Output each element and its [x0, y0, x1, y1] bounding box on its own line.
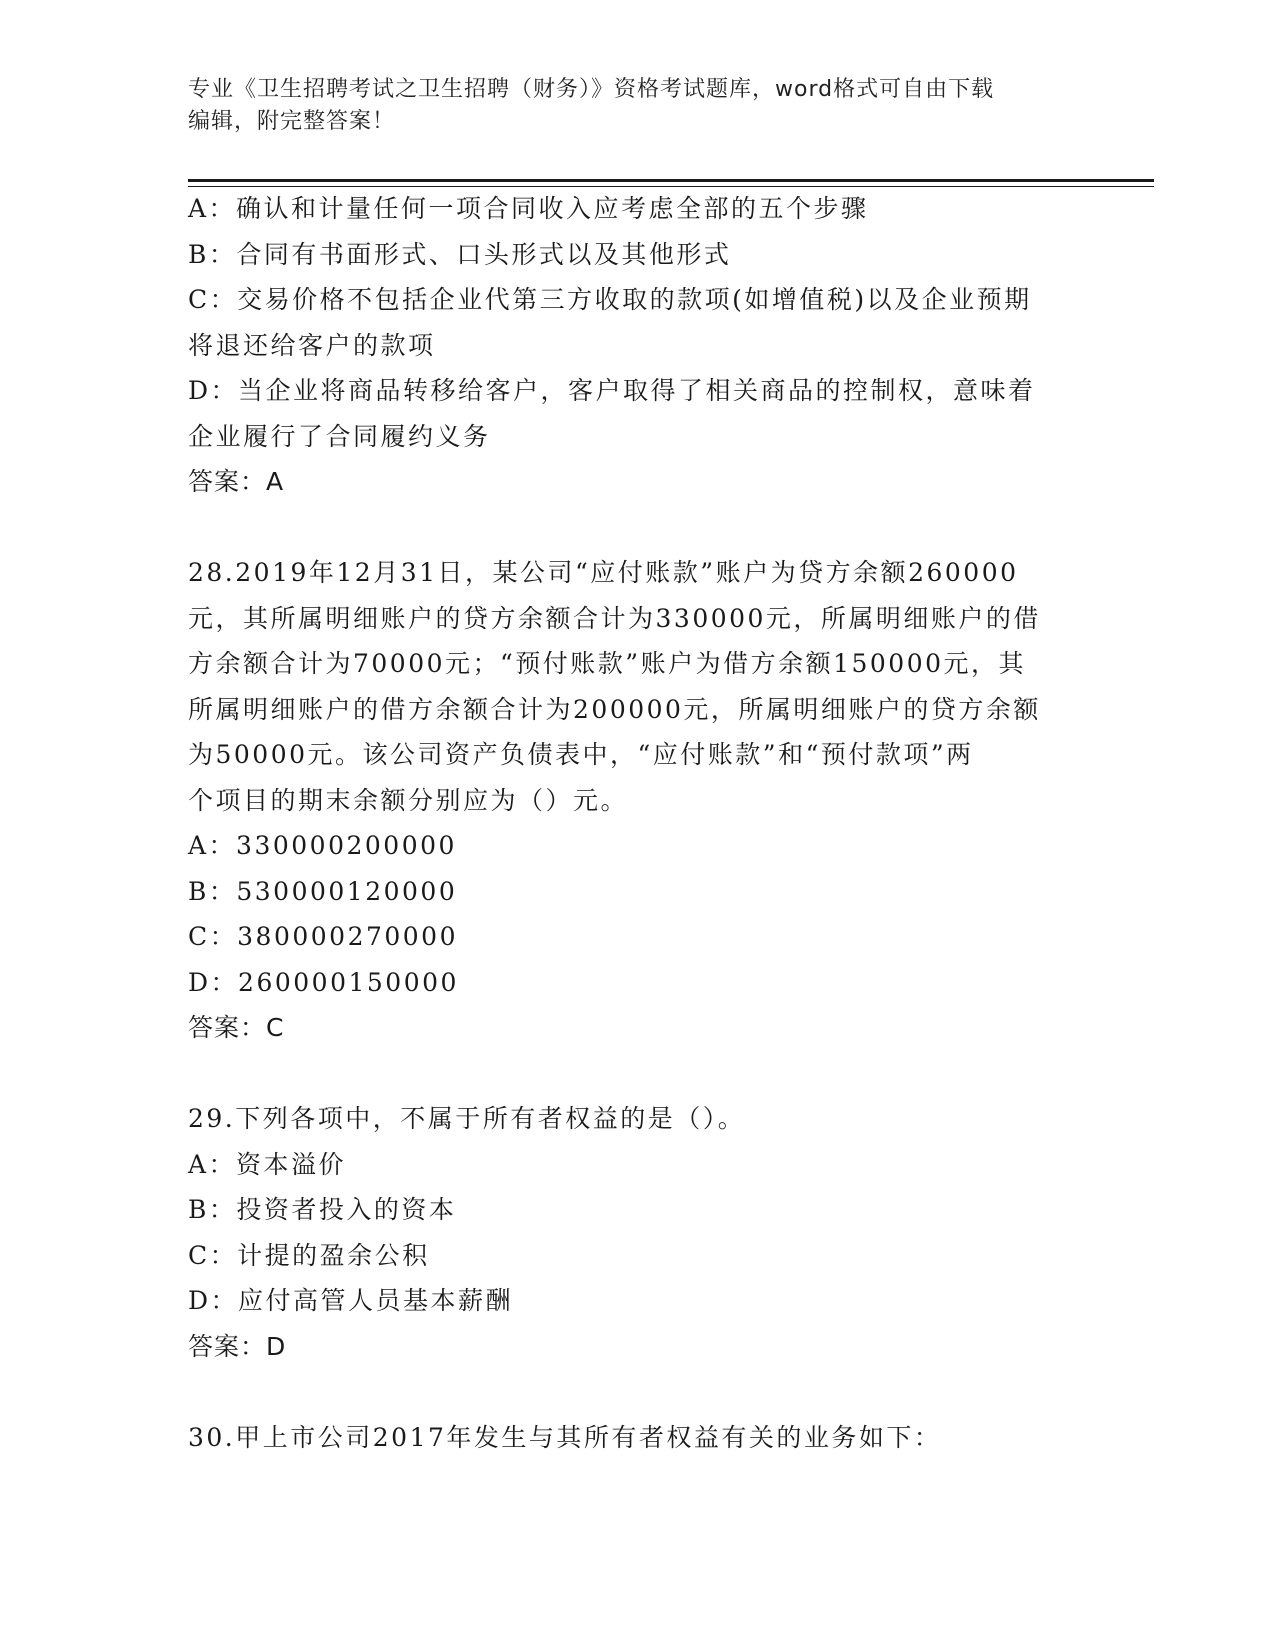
header-line-1: 专业《卫生招聘考试之卫生招聘（财务）》资格考试题库，word格式可自由下载: [188, 77, 995, 102]
q29-answer: 答案：D: [188, 1331, 287, 1361]
q28-stem-line-1: 28.2019年12月31日，某公司“应付账款”账户为贷方余额260000: [188, 558, 1019, 587]
question-body: [188, 186, 1078, 1460]
q28-stem-line-2: 元，其所属明细账户的贷方余额合计为330000元，所属明细账户的借: [188, 603, 1041, 633]
q29-option-c: C：计提的盈余公积: [188, 1240, 430, 1270]
q29-option-a: A：资本溢价: [188, 1149, 347, 1179]
q28-answer: 答案：C: [188, 1013, 285, 1042]
q30-stem: 30.甲上市公司2017年发生与其所有者权益有关的业务如下：: [188, 1422, 942, 1452]
header-note: [188, 74, 1068, 138]
question-30: [188, 1415, 1078, 1461]
q28-stem-line-6: 个项目的期末余额分别应为（）元。: [188, 785, 629, 815]
q27-option-d-line-2: 企业履行了合同履约义务: [188, 421, 491, 451]
q28-stem-line-5: 为50000元。该公司资产负债表中，“应付账款”和“预付款项”两: [188, 740, 974, 769]
q29-option-d: D：应付高管人员基本薪酬: [188, 1286, 514, 1315]
q28-stem-line-3: 方余额合计为70000元；“预付账款”账户为借方余额150000元，其: [188, 649, 1027, 678]
spacer: [188, 505, 1078, 551]
spacer: [188, 1369, 1078, 1415]
question-28: [188, 550, 1078, 1051]
q29-option-b: B：投资者投入的资本: [188, 1195, 457, 1224]
q29-stem: 29.下列各项中，不属于所有者权益的是（）。: [188, 1104, 746, 1133]
header-rule-thick: [188, 179, 1154, 182]
spacer: [188, 1051, 1078, 1097]
q28-option-a: A：330000200000: [188, 831, 457, 860]
q27-option-b: B：合同有书面形式、口头形式以及其他形式: [188, 239, 732, 269]
q28-stem-line-4: 所属明细账户的借方余额合计为200000元，所属明细账户的贷方余额: [188, 694, 1041, 724]
q27-option-d-line-1: D：当企业将商品转移给客户，客户取得了相关商品的控制权，意味着: [188, 376, 1036, 405]
q28-option-b: B：530000120000: [188, 876, 458, 906]
q27-option-c-line-2: 将退还给客户的款项: [188, 330, 436, 360]
q28-option-c: C：380000270000: [188, 922, 458, 951]
q27-option-c-line-1: C：交易价格不包括企业代第三方收取的款项(如增值税)以及企业预期: [188, 285, 1032, 314]
question-27: [188, 186, 1078, 505]
question-29: [188, 1096, 1078, 1369]
q27-answer: 答案：A: [188, 467, 285, 496]
q27-option-a: A：确认和计量任何一项合同收入应考虑全部的五个步骤: [188, 194, 869, 223]
q28-option-d: D：260000150000: [188, 967, 459, 997]
header-line-2: 编辑，附完整答案！: [188, 109, 396, 134]
